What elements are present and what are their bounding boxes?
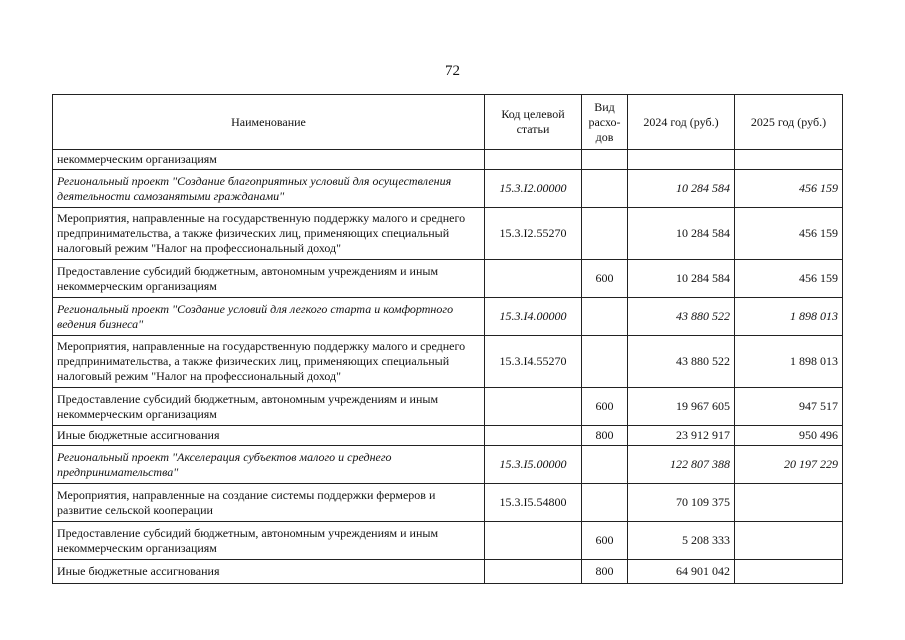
row-2025-cell: 947 517: [735, 388, 843, 426]
row-2024-cell: [628, 150, 735, 170]
row-vid-cell: [582, 150, 628, 170]
column-header-2025: 2025 год (руб.): [735, 95, 843, 150]
row-code-cell: 15.3.I4.00000: [485, 298, 582, 336]
row-vid-cell: 800: [582, 426, 628, 446]
row-code-cell: [485, 560, 582, 584]
row-2025-cell: 456 159: [735, 208, 843, 260]
row-2024-cell: 5 208 333: [628, 522, 735, 560]
row-vid-cell: [582, 208, 628, 260]
column-header-code: Код целевой статьи: [485, 95, 582, 150]
column-header-name: Наименование: [53, 95, 485, 150]
table-row: [53, 150, 843, 170]
row-code-cell: 15.3.I4.55270: [485, 336, 582, 388]
table-row: [53, 522, 843, 560]
row-vid-cell: [582, 446, 628, 484]
row-2024-cell: 43 880 522: [628, 336, 735, 388]
column-header-2024: 2024 год (руб.): [628, 95, 735, 150]
row-2025-cell: 1 898 013: [735, 298, 843, 336]
row-2025-cell: 950 496: [735, 426, 843, 446]
row-vid-cell: 600: [582, 388, 628, 426]
row-name-cell: Предоставление субсидий бюджетным, автономным учреждениям и иным некоммерческим организациям: [53, 522, 485, 560]
row-vid-cell: [582, 170, 628, 208]
row-2025-cell: 1 898 013: [735, 336, 843, 388]
row-name-cell: Иные бюджетные ассигнования: [53, 560, 485, 584]
row-code-cell: [485, 260, 582, 298]
budget-table: [52, 94, 843, 584]
row-name-cell: Иные бюджетные ассигнования: [53, 426, 485, 446]
row-name-cell: Предоставление субсидий бюджетным, автономным учреждениям и иным некоммерческим организациям: [53, 260, 485, 298]
row-2024-cell: 43 880 522: [628, 298, 735, 336]
row-2025-cell: [735, 484, 843, 522]
row-code-cell: [485, 522, 582, 560]
table-row: [53, 298, 843, 336]
row-2024-cell: 10 284 584: [628, 208, 735, 260]
row-2025-cell: 456 159: [735, 260, 843, 298]
row-2024-cell: 70 109 375: [628, 484, 735, 522]
row-name-cell: Региональный проект "Создание благоприятных условий для осуществления деятельности самозанятыми гражданами": [53, 170, 485, 208]
table-row: [53, 260, 843, 298]
table-body: [53, 150, 843, 584]
row-code-cell: 15.3.I2.00000: [485, 170, 582, 208]
table-row: [53, 170, 843, 208]
row-code-cell: 15.3.I2.55270: [485, 208, 582, 260]
row-2025-cell: [735, 150, 843, 170]
row-vid-cell: [582, 298, 628, 336]
row-vid-cell: 800: [582, 560, 628, 584]
row-2025-cell: 20 197 229: [735, 446, 843, 484]
table-row: [53, 336, 843, 388]
row-name-cell: Предоставление субсидий бюджетным, автономным учреждениям и иным некоммерческим организациям: [53, 388, 485, 426]
table-header-row: [53, 95, 843, 150]
row-vid-cell: 600: [582, 522, 628, 560]
table-row: [53, 388, 843, 426]
row-code-cell: [485, 426, 582, 446]
row-2024-cell: 10 284 584: [628, 260, 735, 298]
row-code-cell: 15.3.I5.54800: [485, 484, 582, 522]
row-code-cell: 15.3.I5.00000: [485, 446, 582, 484]
page-number: 72: [445, 63, 460, 79]
table-row: [53, 484, 843, 522]
row-code-cell: [485, 388, 582, 426]
row-vid-cell: 600: [582, 260, 628, 298]
row-2025-cell: [735, 560, 843, 584]
row-2025-cell: [735, 522, 843, 560]
table-row: [53, 208, 843, 260]
row-code-cell: [485, 150, 582, 170]
row-2024-cell: 23 912 917: [628, 426, 735, 446]
row-2025-cell: 456 159: [735, 170, 843, 208]
row-name-cell: Мероприятия, направленные на государственную поддержку малого и среднего предпринимательства, а также физических лиц, применяющих специальный налоговый режим "Налог на профессиональный доход": [53, 208, 485, 260]
row-name-cell: Региональный проект "Акселерация субъектов малого и среднего предпринимательства": [53, 446, 485, 484]
row-name-cell: Мероприятия, направленные на государственную поддержку малого и среднего предпринимательства, а также физических лиц, применяющих специальный налоговый режим "Налог на профессиональный доход": [53, 336, 485, 388]
row-name-cell: Региональный проект "Создание условий для легкого старта и комфортного ведения бизнеса": [53, 298, 485, 336]
row-2024-cell: 10 284 584: [628, 170, 735, 208]
table-row: [53, 446, 843, 484]
column-header-vid: Вид расхо-дов: [582, 95, 628, 150]
table-row: [53, 426, 843, 446]
row-vid-cell: [582, 484, 628, 522]
row-name-cell: Мероприятия, направленные на создание системы поддержки фермеров и развитие сельской кооперации: [53, 484, 485, 522]
row-name-cell: некоммерческим организациям: [53, 150, 485, 170]
row-2024-cell: 19 967 605: [628, 388, 735, 426]
row-2024-cell: 64 901 042: [628, 560, 735, 584]
row-2024-cell: 122 807 388: [628, 446, 735, 484]
row-vid-cell: [582, 336, 628, 388]
table-row: [53, 560, 843, 584]
